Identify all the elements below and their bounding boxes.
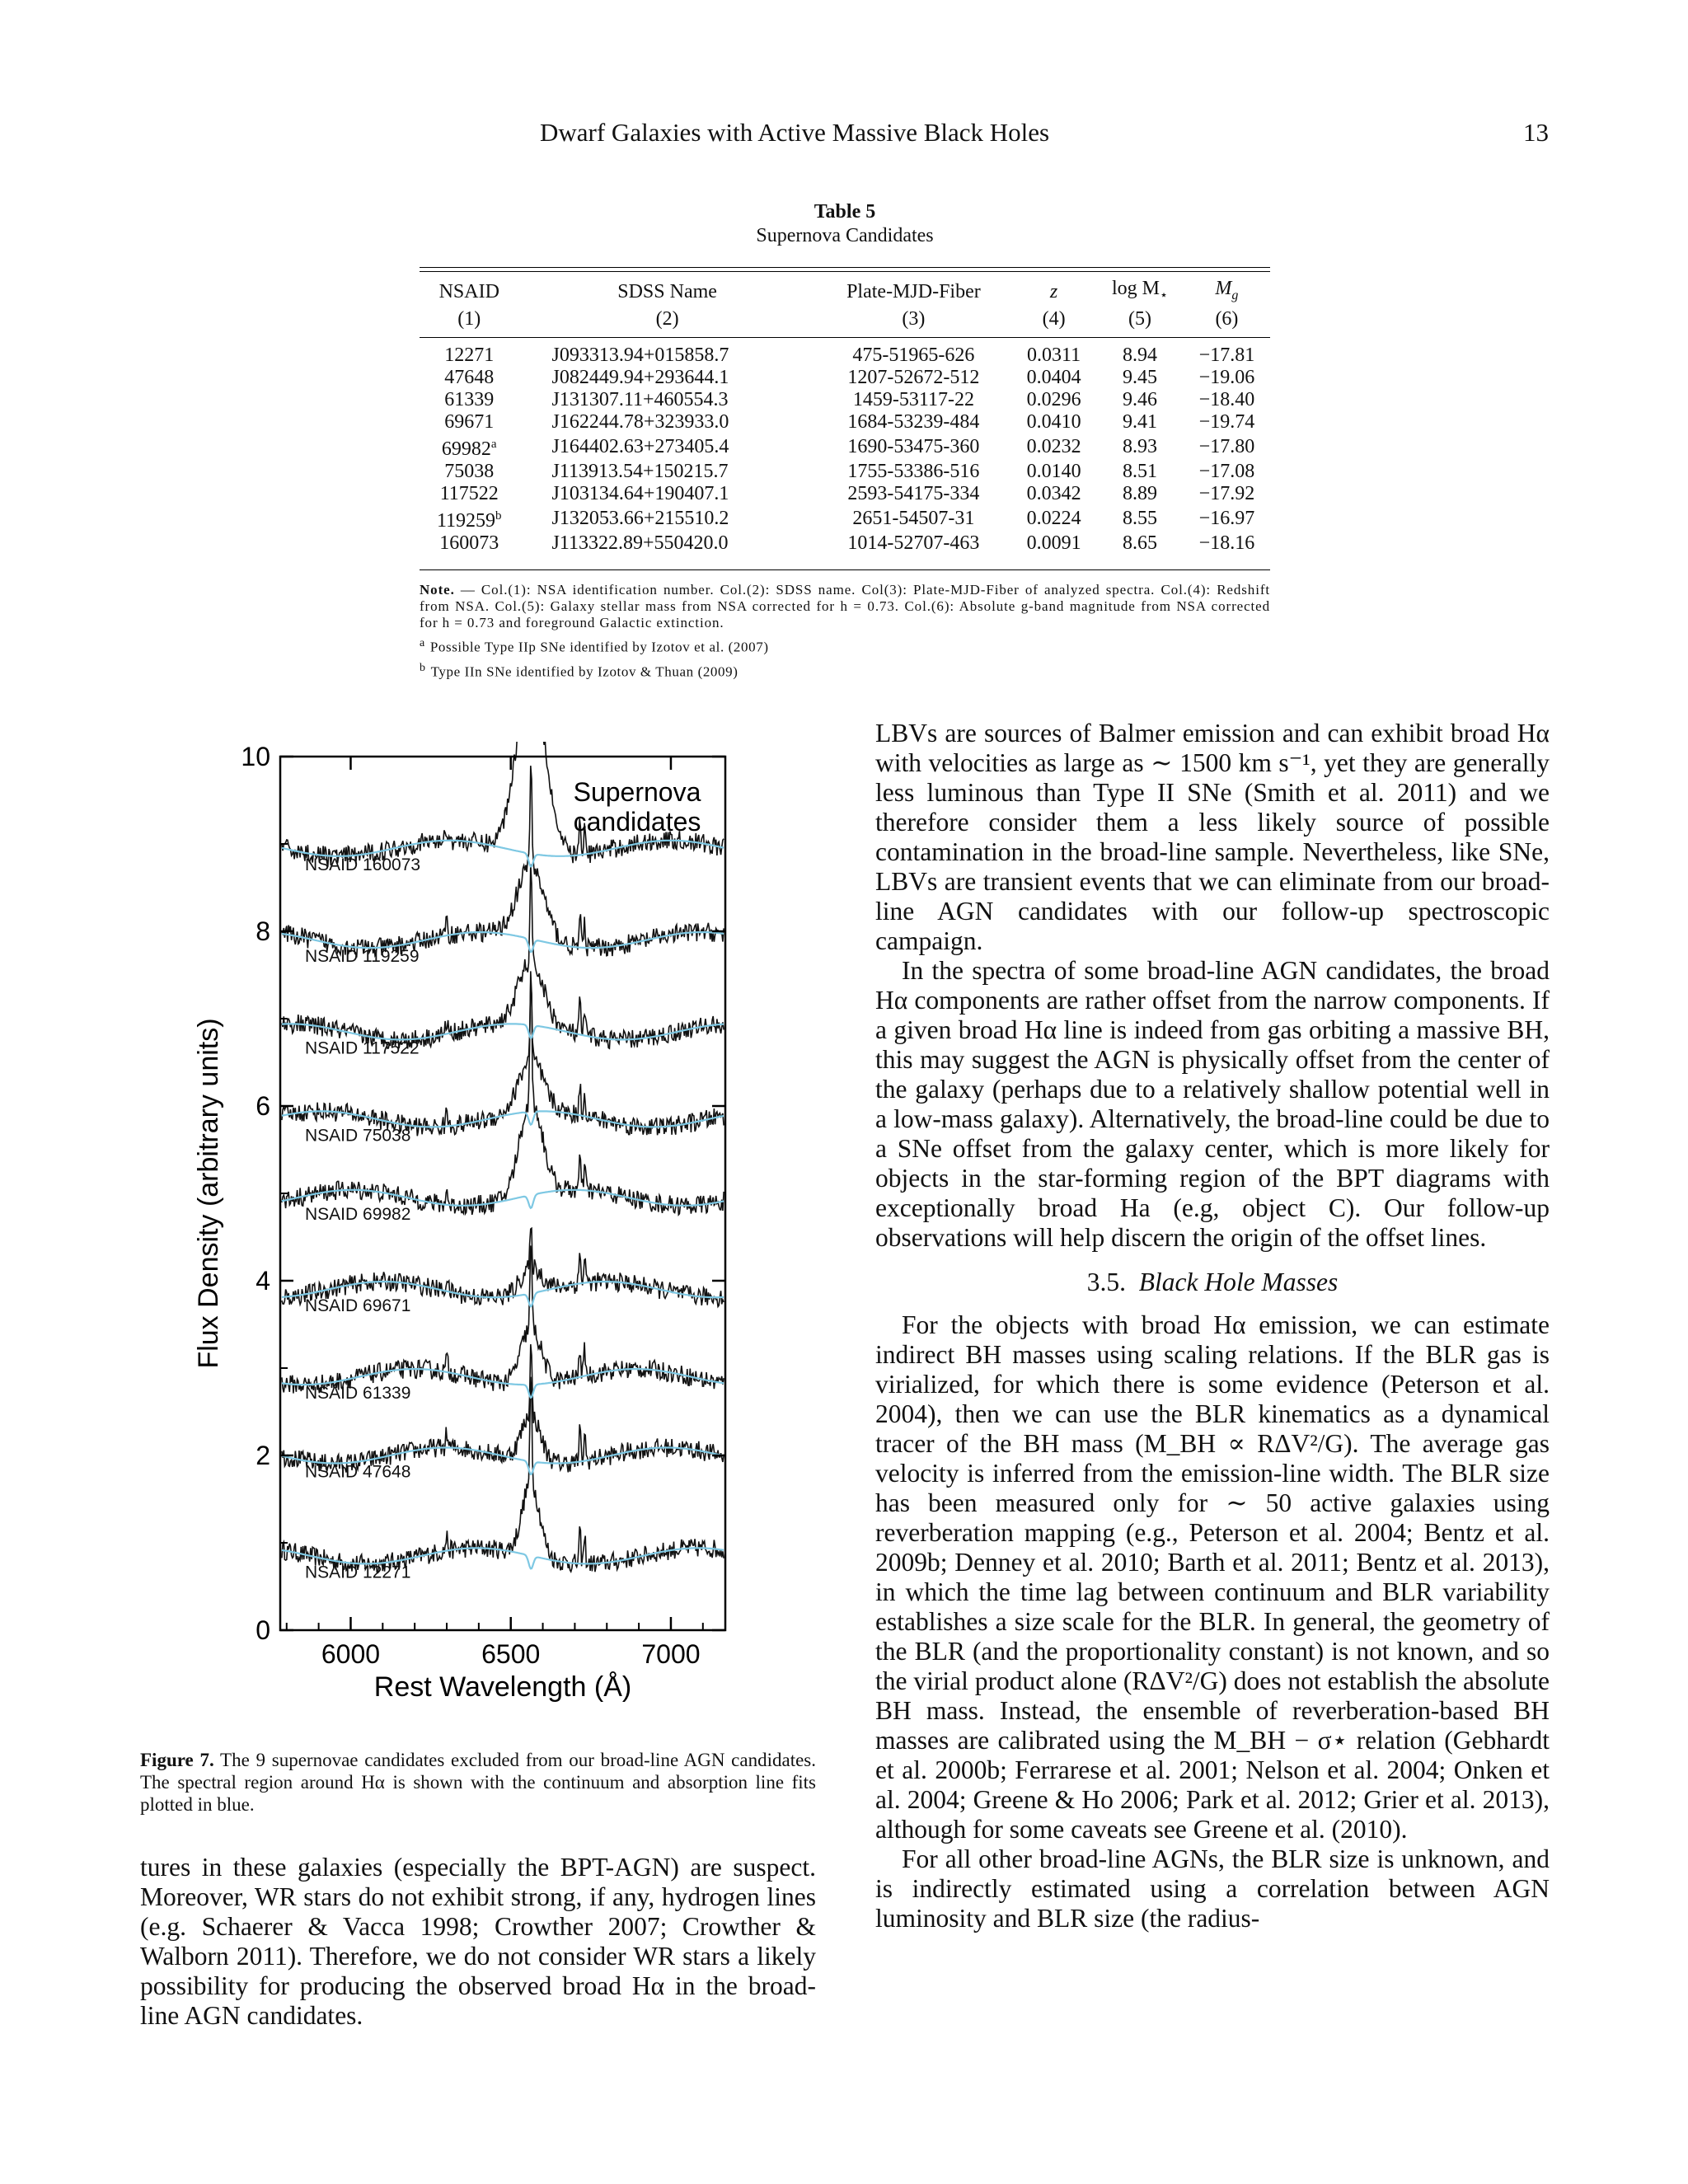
series-label: NSAID 12271: [305, 1563, 411, 1582]
table-cell-z: 0.0091: [1026, 532, 1081, 554]
table-cell-logm: 8.94: [1122, 344, 1157, 366]
x-tick-label: 7000: [641, 1639, 701, 1669]
running-title: Dwarf Galaxies with Active Massive Black Holes: [540, 118, 1050, 147]
table-cell-mg: −18.40: [1198, 388, 1255, 410]
table-cell-name: J132053.66+215510.2: [551, 507, 729, 529]
table-cell-z: 0.0311: [1027, 344, 1081, 366]
y-axis-label: Flux Density (arbitrary units): [193, 1018, 224, 1369]
spectrum-line: [282, 971, 724, 1215]
table-cell-z: 0.0296: [1026, 388, 1081, 410]
table-footnote-b: $^b$ Type IIn SNe identified by Izotov & Thuan (2009): [420, 662, 738, 681]
table-cell-pmf: 1684-53239-484: [847, 410, 980, 433]
col-num: (2): [519, 307, 816, 338]
col-header-sdss-name: SDSS Name: [617, 281, 717, 303]
col-header-plate-mjd-fiber: Plate-MJD-Fiber: [846, 281, 981, 303]
table-cell-pmf: 1755-53386-516: [847, 460, 980, 482]
col-num: (1): [420, 307, 519, 338]
table-cell-name: J131307.11+460554.3: [551, 388, 729, 410]
table-cell-nsaid: 69671: [444, 410, 495, 433]
table-cell-logm: 9.41: [1122, 410, 1157, 433]
y-tick-label: 6: [256, 1091, 270, 1121]
series-label: NSAID 47648: [305, 1462, 411, 1482]
table-cell-z: 0.0342: [1026, 482, 1081, 504]
y-tick-label: 2: [256, 1441, 270, 1470]
table-cell-z: 0.0410: [1026, 410, 1081, 433]
y-tick-label: 10: [241, 742, 270, 771]
col-header-nsaid: NSAID: [438, 281, 499, 303]
table-cell-name: J113913.54+150215.7: [551, 460, 729, 482]
table-row: [420, 389, 1270, 411]
x-tick-label: 6000: [321, 1639, 381, 1669]
spectrum-line: [282, 1344, 724, 1473]
chart-title-line2: candidates: [573, 807, 701, 837]
col-num: (3): [816, 307, 1011, 338]
table-cell-logm: 8.51: [1122, 460, 1157, 482]
table-bottom-rule: [420, 569, 1270, 570]
y-tick-label: 0: [256, 1615, 270, 1645]
left-column-paragraph: tures in these galaxies (especially the BPT-AGN) are suspect. Moreover, WR stars do not exhibit strong, if any, hydrogen lines (e.g. Schaerer & Vacca 1998; Crowther 2007; Crowther & Walborn 2011). Therefore, we do not consider WR stars a likely possibility for producing the observed broad Hα in the broad-line AGN candidates.: [140, 1853, 816, 2030]
right-column: [875, 719, 1550, 1933]
table-cell-name: J113322.89+550420.0: [551, 532, 729, 554]
table-cell-logm: 8.65: [1122, 532, 1157, 554]
table-cell-nsaid: 12271: [444, 344, 495, 366]
table-cell-name: J082449.94+293644.1: [551, 366, 729, 388]
table-cell-mg: −17.81: [1198, 344, 1255, 366]
table-cell-logm: 9.46: [1122, 388, 1157, 410]
col-header-logm: $\log M_⋆$: [1111, 278, 1168, 302]
table-row: [420, 483, 1270, 505]
paragraph-blr-size: For all other broad-line AGNs, the BLR size is unknown, and is indirectly estimated using a correlation between AGN luminosity and BLR size (the radius-: [875, 1844, 1550, 1933]
y-tick-label: 4: [256, 1266, 270, 1296]
table-cell-logm: 8.55: [1122, 507, 1157, 529]
series-label: NSAID 69982: [305, 1204, 411, 1224]
table-cell-nsaid: 119259$^b$: [436, 509, 502, 532]
table-cell-pmf: 2593-54175-334: [847, 482, 980, 504]
table-note: Note. — Col.(1): NSA identification number. Col.(2): SDSS name. Col(3): Plate-MJD-Fiber of analyzed spectra. Col.(4): Redshift from NSA. Col.(5): Galaxy stellar mass from NSA corrected for h = 0.73. Col.(6): Absolute g-band magnitude from NSA corrected for h = 0.73 and foreground Galactic extinction.: [420, 581, 1270, 630]
table-row: [420, 505, 1270, 532]
table-cell-logm: 8.93: [1122, 435, 1157, 457]
chart-title-line1: Supernova: [573, 777, 701, 807]
col-num: (4): [1011, 307, 1096, 338]
table-cell-z: 0.0232: [1026, 435, 1081, 457]
col-header-z: z: [1049, 281, 1058, 303]
spectra-chart-svg: [188, 742, 768, 1731]
table-cell-nsaid: 75038: [444, 460, 495, 482]
spectrum-line: [282, 1228, 724, 1306]
paragraph-offset: In the spectra of some broad-line AGN candidates, the broad Hα components are rather offset from the narrow components. If a given broad Hα line is indeed from gas orbiting a massive BH, this may suggest the AGN is physically offset from the center of the galaxy (perhaps due to a relatively shallow potential well in a low-mass galaxy). Alternatively, the broad-line could be due to a SNe offset from the galaxy center, which is more likely for objects in the star-forming region of the BPT diagrams with exceptionally broad Ha (e.g, object C). Our follow-up observations will help discern the origin of the offset lines.: [875, 956, 1550, 1252]
table-cell-z: 0.0404: [1026, 366, 1081, 388]
section-heading: 3.5. Black Hole Masses: [1086, 1268, 1339, 1296]
table-cell-pmf: 475-51965-626: [852, 344, 975, 366]
table-cell-pmf: 1207-52672-512: [847, 366, 980, 388]
table-5: [420, 201, 1270, 682]
supernova-table: [420, 272, 1270, 569]
y-tick-label: 8: [256, 916, 270, 946]
table-cell-name: J162244.78+323933.0: [551, 410, 729, 433]
table-cell-pmf: 1459-53117-22: [852, 388, 974, 410]
table-cell-nsaid: 47648: [444, 366, 495, 388]
table-row: [420, 532, 1270, 569]
series-label: NSAID 75038: [305, 1126, 411, 1146]
col-num: (5): [1096, 307, 1184, 338]
table-cell-name: J103134.64+190407.1: [551, 482, 729, 504]
table-cell-logm: 8.89: [1122, 482, 1157, 504]
table-cell-mg: −17.08: [1198, 460, 1255, 482]
table-row: [420, 461, 1270, 483]
table-cell-nsaid: 69982$^a$: [441, 437, 497, 460]
table-cell-mg: −19.06: [1198, 366, 1255, 388]
table-cell-z: 0.0224: [1026, 507, 1081, 529]
series-label: NSAID 160073: [305, 855, 421, 874]
figure-7-chart: [188, 742, 768, 1731]
table-row: [420, 337, 1270, 367]
paragraph-lbv: LBVs are sources of Balmer emission and can exhibit broad Hα with velocities as large as ∼ 1500 km s⁻¹, yet they are generally less luminous than Type II SNe (Smith et al. 2011) and we therefore consider them a less likely source of possible contamination in the broad-line sample. Nevertheless, like SNe, LBVs are transient events that we can eliminate from our broad-line AGN candidates with our follow-up spectroscopic campaign.: [875, 719, 1550, 955]
page-number: 13: [1523, 118, 1549, 147]
x-axis-label: Rest Wavelength (Å): [373, 1671, 632, 1703]
table-cell-z: 0.0140: [1026, 460, 1081, 482]
figure-caption: Figure 7. The 9 supernovae candidates excluded from our broad-line AGN candidates. The spectral region around Hα is shown with the continuum and absorption line fits plotted in blue.: [140, 1750, 816, 1815]
table-cell-name: J164402.63+273405.4: [551, 435, 729, 457]
table-cell-mg: −16.97: [1198, 507, 1255, 529]
table-cell-nsaid: 117522: [439, 482, 499, 504]
table-row: [420, 434, 1270, 461]
table-cell-name: J093313.94+015858.7: [551, 344, 729, 366]
paragraph-bh-masses: For the objects with broad Hα emission, we can estimate indirect BH masses using scaling relations. If the BLR gas is virialized, for which there is some evidence (Peterson et al. 2004), then we can use the BLR kinematics as a dynamical tracer of the BH mass (M_BH ∝ RΔV²/G). The average gas velocity is inferred from the emission-line width. The BLR size has been measured only for ∼ 50 active galaxies using reverberation mapping (e.g., Peterson et al. 2004; Bentz et al. 2009b; Denney et al. 2010; Barth et al. 2011; Bentz et al. 2013), in which the time lag between continuum and BLR variability establishes a size scale for the BLR. In general, the geometry of the BLR (and the proportionality constant) is not known, and so the virial product alone (RΔV²/G) does not establish the absolute BH mass. Instead, the ensemble of reverberation-based BH masses are calibrated using the M_BH − σ⋆ relation (Gebhardt et al. 2000b; Ferrarese et al. 2001; Nelson et al. 2004; Onken et al. 2004; Greene & Ho 2006; Park et al. 2012; Grier et al. 2013), although for some caveats see Greene et al. (2010).: [875, 1310, 1550, 1844]
table-cell-mg: −17.92: [1198, 482, 1255, 504]
series-label: NSAID 69671: [305, 1296, 411, 1316]
table-cell-pmf: 2651-54507-31: [852, 507, 975, 529]
table-cell-mg: −17.80: [1198, 435, 1255, 457]
table-footnote-a: $^a$ Possible Type IIp SNe identified by Izotov et al. (2007): [420, 636, 769, 655]
x-tick-label: 6500: [481, 1639, 541, 1669]
table-cell-nsaid: 61339: [444, 388, 495, 410]
table-cell-logm: 9.45: [1122, 366, 1157, 388]
table-row: [420, 411, 1270, 434]
table-row: [420, 367, 1270, 389]
table-cell-pmf: 1014-52707-463: [847, 532, 980, 554]
col-num: (6): [1184, 307, 1270, 338]
series-label: NSAID 117522: [305, 1038, 420, 1058]
table-cell-mg: −19.74: [1198, 410, 1255, 433]
table-caption: Supernova Candidates: [756, 225, 934, 246]
series-label: NSAID 61339: [305, 1384, 411, 1404]
table-cell-nsaid: 160073: [439, 532, 499, 554]
table-cell-pmf: 1690-53475-360: [847, 435, 980, 457]
col-header-mg: $M_g$: [1215, 278, 1239, 302]
table-label: Table 5: [814, 201, 876, 223]
series-label: NSAID 119259: [305, 947, 420, 967]
table-cell-mg: −18.16: [1198, 532, 1255, 554]
